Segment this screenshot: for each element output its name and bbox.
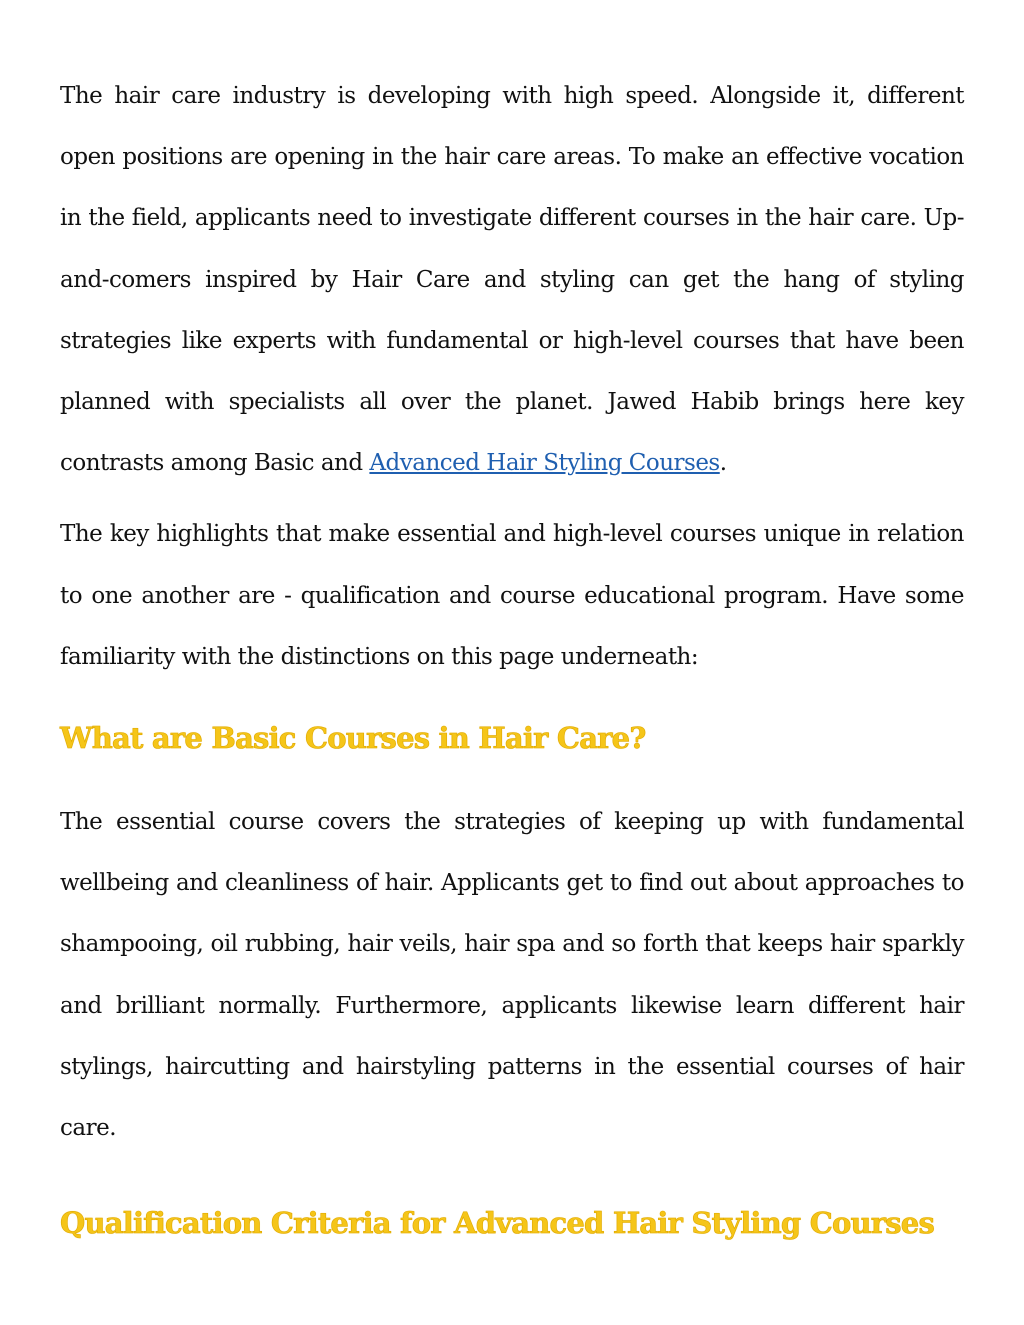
qualification-criteria-heading: Qualification Criteria for Advanced Hair Styling Courses (60, 1206, 934, 1241)
intro-paragraph (60, 66, 964, 494)
advanced-hair-styling-courses-link[interactable]: Advanced Hair Styling Courses (369, 450, 720, 477)
intro-paragraph-text: The hair care industry is developing with high speed. Alongside it, different open positions are opening in the hair care areas. To make an effective vocation in the field, applicants need to investigate different courses in the hair care. Up-and-comers inspired by Hair Care and styling can get the hang of styling strategies like experts with fundamental or high-level courses that have been planned with specialists all over the planet. Jawed Habib brings here key contrasts among Basic and (60, 83, 964, 477)
basic-courses-heading: What are Basic Courses in Hair Care? (60, 721, 646, 756)
basic-courses-paragraph: The essential course covers the strategies of keeping up with fundamental wellbeing and cleanliness of hair. Applicants get to find out about approaches to shampooing, oil rubbing, hair veils, hair spa and so forth that keeps hair sparkly and brilliant normally. Furthermore, applicants likewise learn different hair stylings, haircutting and hairstyling patterns in the essential courses of hair care. (60, 809, 964, 1142)
highlights-paragraph: The key highlights that make essential and high-level courses unique in relation to one another are - qualification and course educational program. Have some familiarity with the distinctions on this page underneath: (60, 521, 964, 670)
document-page (60, 66, 964, 1243)
intro-paragraph-end: . (719, 450, 727, 477)
